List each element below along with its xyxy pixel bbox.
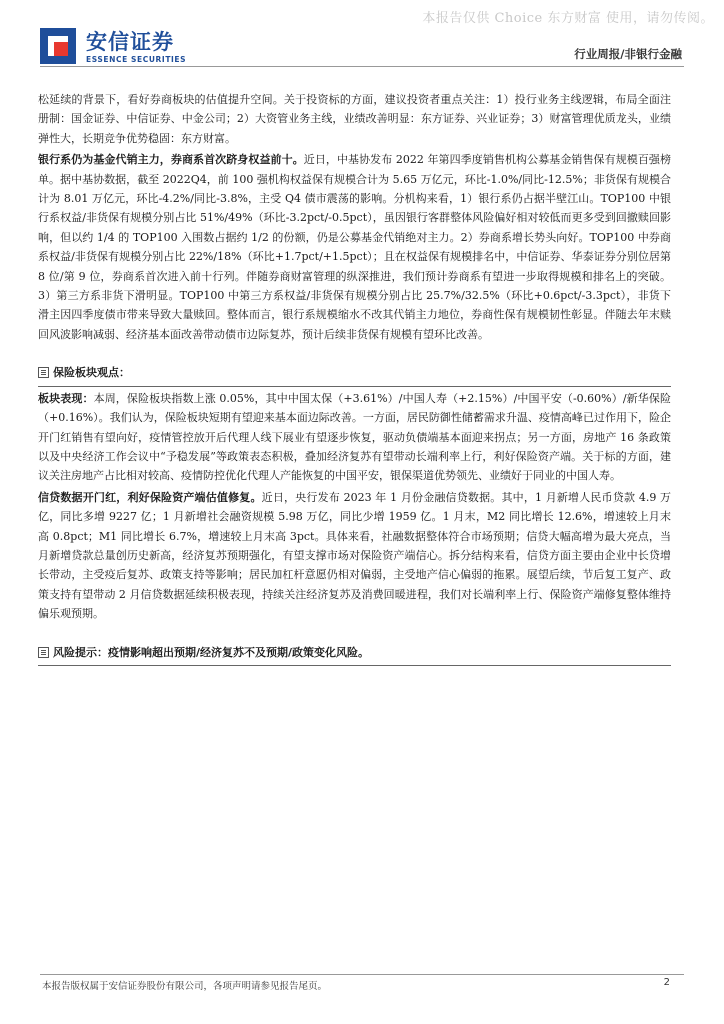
company-logo xyxy=(40,26,190,70)
logo-english-name: ESSENCE SECURITIES xyxy=(86,55,187,64)
insurance-section-title: 保险板块观点： xyxy=(53,366,130,380)
intro-paragraph: 松延续的背景下，看好券商板块的估值提升空间。关于投资标的方面，建议投资者重点关注：1）投行业务主线逻辑，布局全面注册制：国金证券、中信证券、中金公司；2）大资管业务主线，业绩改善明显：东方证券、兴业证券；3）财富管理优质龙头，业绩弹性大，长期竞争优势稳固：东方财富。 xyxy=(38,93,671,145)
footer-disclaimer: 本报告版权属于安信证券股份有限公司，各项声明请参见报告尾页。 xyxy=(42,981,328,992)
bank-channel-paragraph xyxy=(38,150,671,344)
risk-title: 风险提示： xyxy=(53,645,108,659)
insurance-paragraph xyxy=(38,389,671,486)
footer-divider xyxy=(40,974,684,975)
risk-body: 疫情影响超出预期/经济复苏不及预期/政策变化风险。 xyxy=(108,645,370,659)
credit-paragraph-body: 近日，央行发布 2023 年 1 月份金融信贷数据。其中，1 月新增人民币贷款 4.9 万亿，同比多增 9227 亿；1 月新增社会融资规模 5.98 万亿，同比少增 1959 亿。1 月末，M2 同比增长 12.6%，增速较上月末高 0.8pct；M1 同比增长 6.7%，增速较上月末高 3pct。具体来看，社融数据整体符合市场预期；信贷大幅高增为最大亮点，当月新增贷款总量创历史新高，经济复苏预期强化，有望支撑市场对保险资产端信心。拆分结构来看，信贷方面主要由企业中长贷增长带动，主受疫后复苏、政策支持等影响；居民加杠杆意愿仍相对偏弱，主受地产信心偏弱的拖累。展望后续，节后复工复产、政策支持有望带动 2 月信贷数据延续积极表现，持续关注经济复苏及消费回暖进程，我们对长端利率上行、保险资产端修复整体维持偏乐观预期。 xyxy=(38,490,671,621)
credit-paragraph-lead: 信贷数据开门红，利好保险资产端估值修复。 xyxy=(38,490,262,504)
risk-warning xyxy=(38,643,671,662)
page-number: 2 xyxy=(663,977,670,988)
logo-chinese-name: 安信证券 xyxy=(86,30,174,54)
watermark: 本报告仅供 Choice 东方财富 使用，请勿传阅。 xyxy=(422,11,714,26)
insurance-paragraph-lead: 板块表现： xyxy=(38,391,94,405)
risk-divider xyxy=(38,665,671,666)
bank-paragraph-body: 近日，中基协发布 2022 年第四季度销售机构公募基金销售保有规模百强榜单。据中基协数据，截至 2022Q4，前 100 强机构权益保有规模合计为 5.65 万亿元，环比-1.0%/同比-12.5%；非货保有规模合计为 8.01 万亿元，环比-4.2%/同比-3.8%，主受 Q4 债市震荡的影响。分机构来看，1）银行系仍占据半壁江山。TOP100 中银行系权益/非货保有规模分别占比 51%/49%（环比-3.2pct/-0.5pct），虽因银行客群整体风险偏好相对较低而更多受到回撤赎回影响，但以约 1/4 的 TOP100 入围数占据约 1/2 的份额，仍是公募基金代销绝对主力。2）券商系增长势头向好。TOP100 中券商系权益/非货保有规模分别占比 22%/18%（环比+1.7pct/+1.5pct）；且在权益保有规模排名中，中信证券、华泰证券分别位居第 8 位/第 9 位，券商系首次进入前十行列。伴随券商财富管理的纵深推进，我们预计券商系有望进一步取得规模和排名上的突破。3）第三方系非货下滑明显。TOP100 中第三方系权益/非货保有规模分别占比 25.7%/32.5%（环比+0.6pct/-3.3pct），非货下滑主因四季度债市带来导致大量赎回。整体而言，银行系规模缩水不改其代销主力地位，券商性保有规模韧性彰显。伴随去年末赎回风波影响减弱、经济基本面改善带动债市边际复苏，预计后续非货保有规模有望环比改善。 xyxy=(38,153,671,341)
section-list-icon xyxy=(38,367,49,378)
section-divider xyxy=(38,386,671,387)
insurance-paragraph-body: 本周，保险板块指数上涨 0.05%，其中中国太保（+3.61%）/中国人寿（+2.15%）/中国平安（-0.60%）/新华保险（+0.16%）。我们认为，保险板块短期有望迎来基本面边际改善。一方面，居民防御性储蓄需求升温、疫情高峰已过作用下，险企开门红销售有望向好，疫情管控放开后代理人线下展业有望逐步恢复，驱动负债端基本面迎来拐点；另一方面，房地产 16 条政策以及中央经济工作会议中“予稳发展”等政策表态积极，叠加经济复苏有望带动长端利率上行，利好保险资产端。关于标的方面，建议关注房地产占比相对较高、疫情防控优化代理人产能恢复的中国平安，银保渠道优势领先、业绩好于同业的中国人寿。 xyxy=(38,391,672,483)
credit-data-paragraph xyxy=(38,488,671,624)
main-content xyxy=(38,90,671,668)
bank-paragraph-lead: 银行系仍为基金代销主力，券商系首次跻身权益前十。 xyxy=(38,153,304,167)
insurance-section-heading xyxy=(38,363,671,382)
header-divider xyxy=(40,66,684,67)
report-type: 行业周报/非银行金融 xyxy=(574,47,682,61)
section-list-icon xyxy=(38,647,49,658)
logo-mark-icon xyxy=(40,28,76,64)
